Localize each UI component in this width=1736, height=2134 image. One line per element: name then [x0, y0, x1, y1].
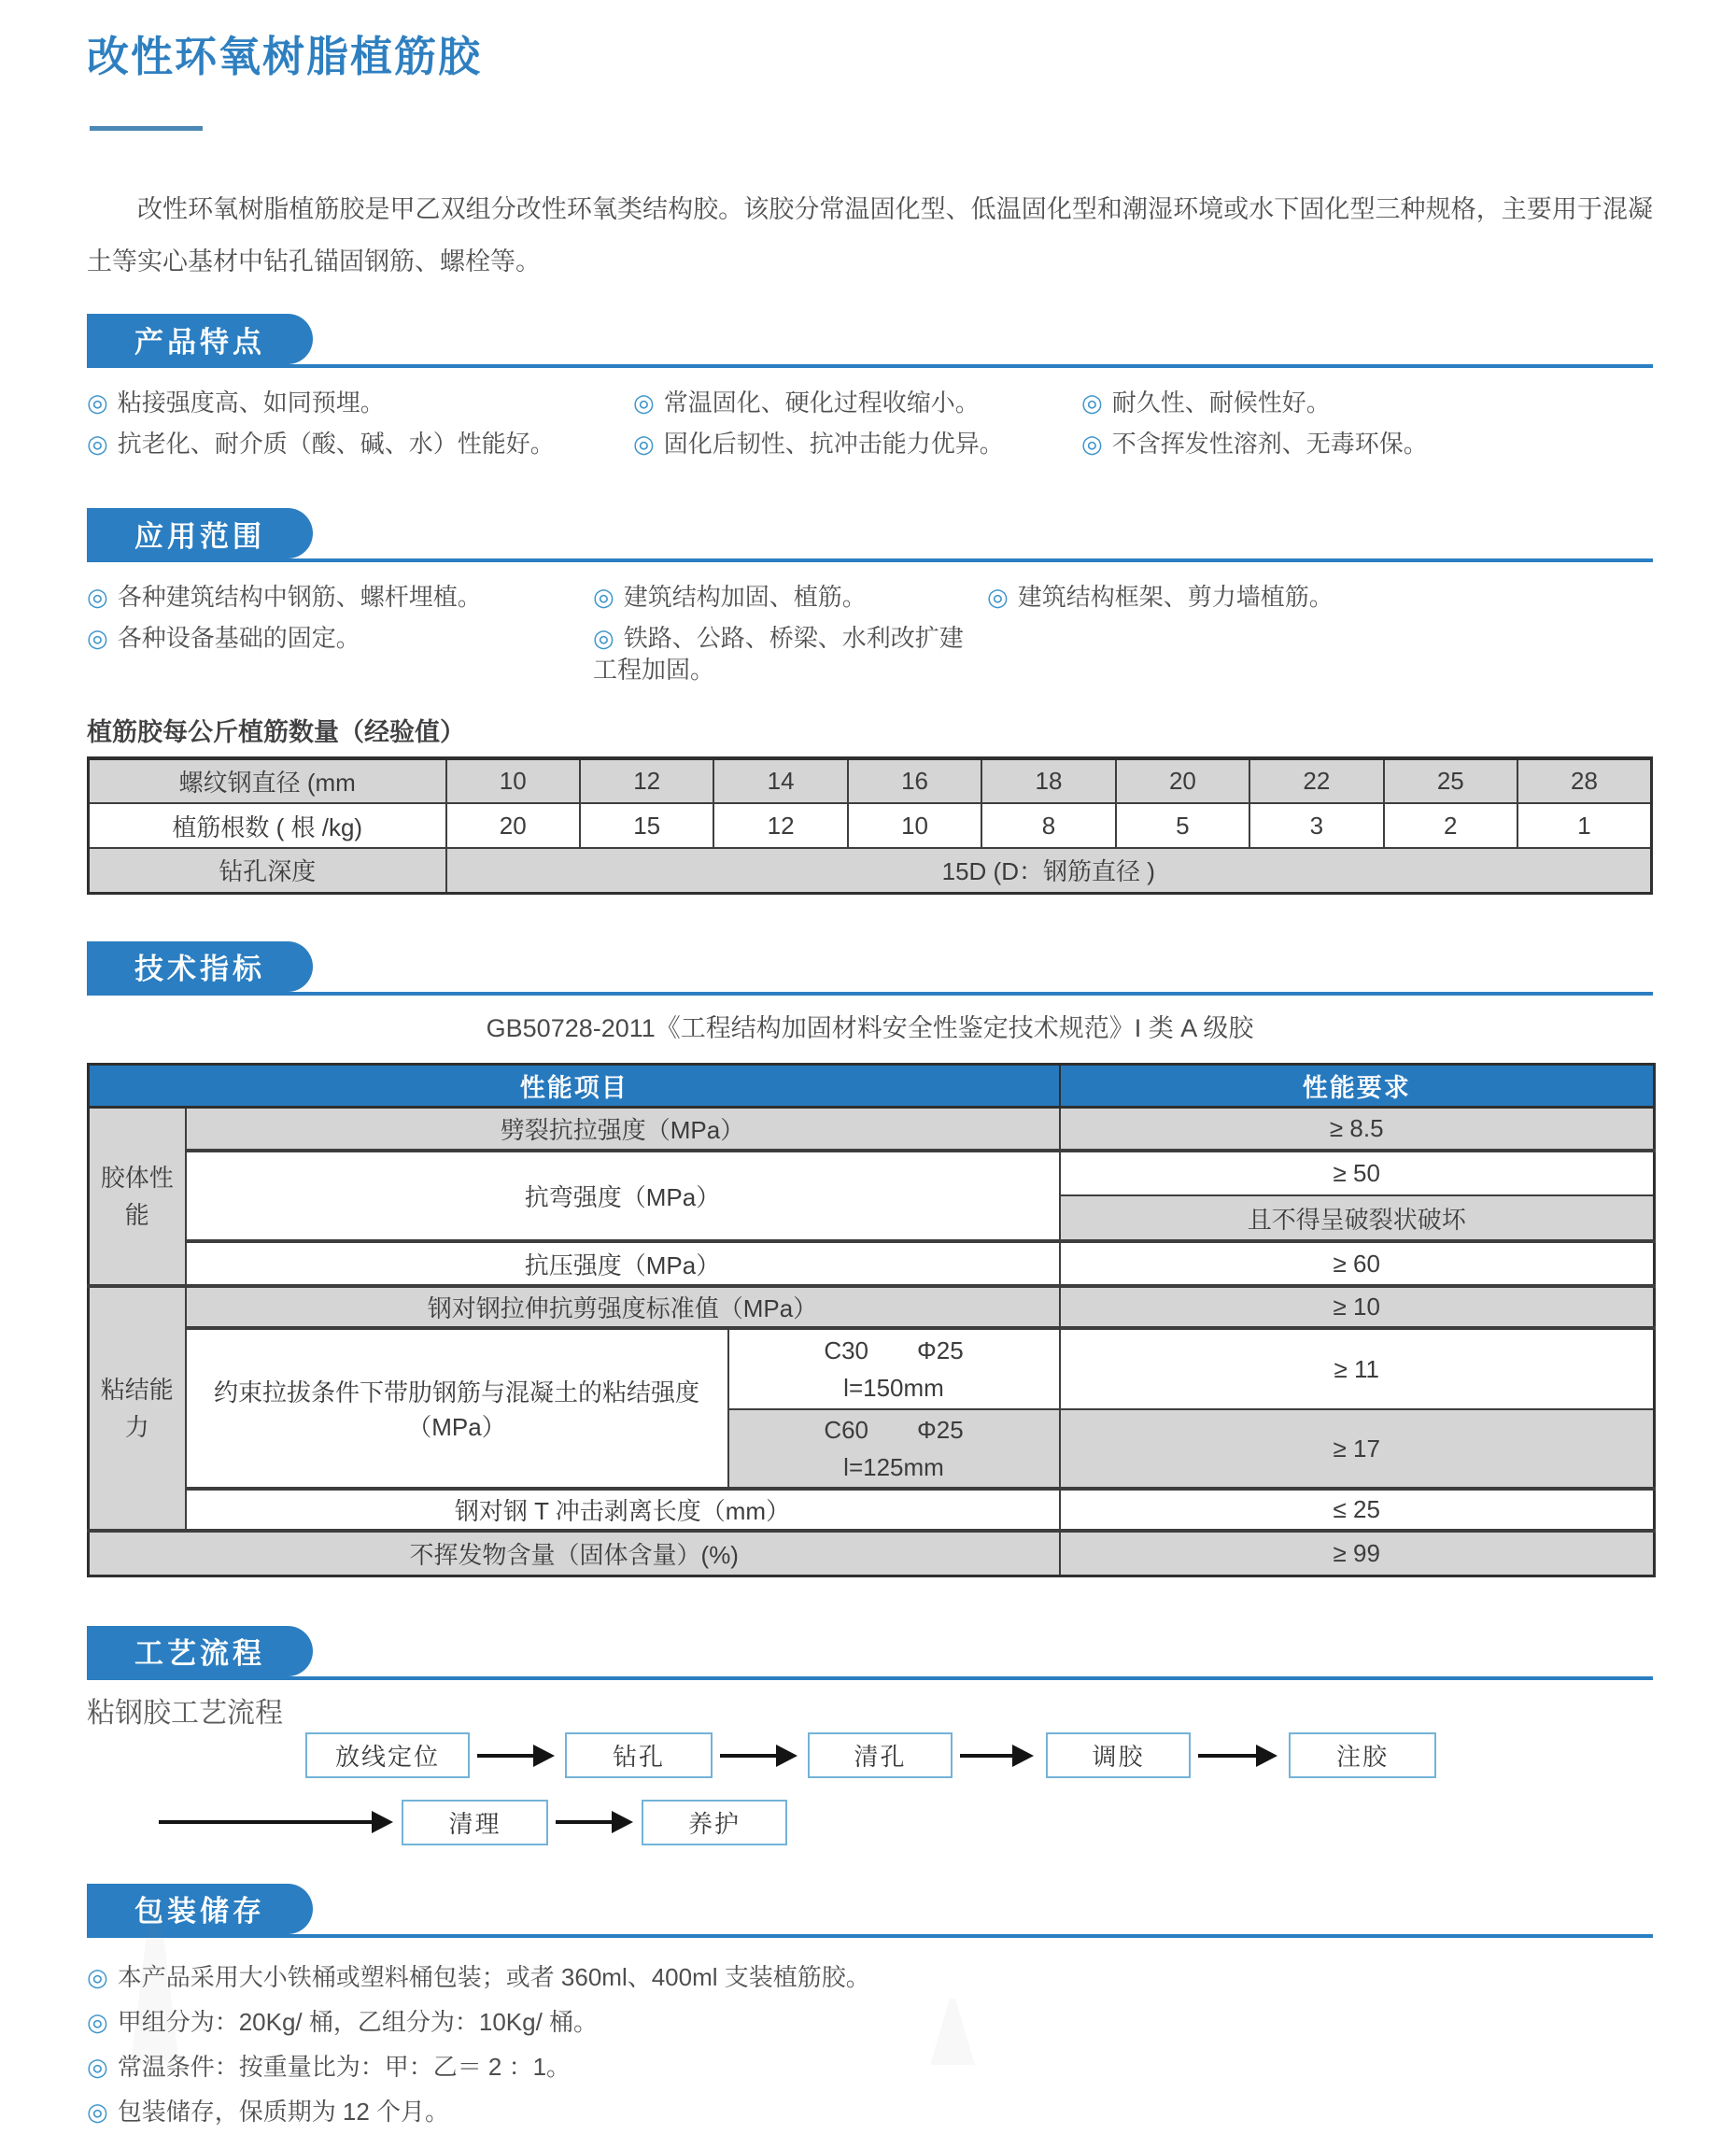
bullseye-bullet-icon: ◎ [633, 430, 655, 458]
cell: 20 [446, 803, 580, 848]
cell: 15D (D：钢筋直径 ) [446, 848, 1652, 893]
property-cell: 抗弯强度（MPa） [186, 1151, 1060, 1241]
section-badge-packaging: 包装储存 [87, 1884, 313, 1934]
applications-list [87, 581, 1653, 685]
page-title: 改性环氧树脂植筋胶 [87, 33, 483, 80]
cell: 2 [1384, 803, 1517, 848]
bullseye-bullet-icon: ◎ [593, 583, 614, 611]
flow-step: 注胶 [1289, 1732, 1436, 1778]
packaging-text: 包装储存，保质期为 12 个月。 [117, 2097, 450, 2126]
features-list [87, 387, 1653, 459]
cell: 28 [1517, 758, 1652, 803]
row-header: 钻孔深度 [89, 848, 446, 893]
list-item [87, 2089, 1653, 2134]
column-header: 性能要求 [1060, 1064, 1655, 1107]
cell: 8 [981, 803, 1115, 848]
property-cell: 劈裂抗拉强度（MPa） [186, 1107, 1060, 1151]
feature-text: 耐久性、耐候性好。 [1111, 389, 1331, 417]
section-badge-tech: 技术指标 [87, 941, 313, 992]
feature-text: 粘接强度高、如同预埋。 [117, 389, 385, 417]
list-item [87, 1955, 1653, 2000]
list-item [87, 387, 633, 418]
rebar-quantity-table [87, 756, 1653, 895]
cell: 20 [1116, 758, 1249, 803]
list-item [593, 581, 987, 613]
title-underline-rule [90, 126, 203, 131]
bullseye-bullet-icon: ◎ [87, 624, 108, 652]
bullseye-bullet-icon: ◎ [1081, 389, 1103, 417]
value-cell: ≥ 17 [1060, 1409, 1655, 1489]
bullseye-bullet-icon: ◎ [87, 1962, 108, 1991]
tech-spec-table [87, 1063, 1656, 1577]
value-cell: ≥ 8.5 [1060, 1107, 1655, 1151]
cell: 15 [580, 803, 713, 848]
value-cell: 且不得呈破裂状破坏 [1060, 1195, 1655, 1241]
feature-text: 固化后韧性、抗冲击能力优异。 [663, 430, 1004, 458]
application-text: 各种设备基础的固定。 [117, 624, 360, 652]
intro-paragraph: 改性环氧树脂植筋胶是甲乙双组分改性环氧类结构胶。该胶分常温固化型、低温固化型和潮湿环境或水下固化型三种规格，主要用于混凝土等实心基材中钻孔锚固钢筋、螺栓等。 [87, 195, 1653, 276]
section-badge-applications: 应用范围 [87, 508, 313, 558]
packaging-text: 常温条件：按重量比为：甲：乙＝ 2 ：1。 [117, 2052, 572, 2081]
row-header: 植筋根数 ( 根 /kg) [89, 803, 446, 848]
value-cell: ≥ 99 [1060, 1531, 1655, 1576]
bullseye-bullet-icon: ◎ [87, 2097, 108, 2126]
section-head-process [87, 1626, 1653, 1680]
application-text: 各种建筑结构中钢筋、螺杆埋植。 [117, 583, 482, 611]
packaging-text: 本产品采用大小铁桶或塑料桶包装；或者 360ml、400ml 支装植筋胶。 [117, 1962, 870, 1991]
packaging-text: 甲组分为：20Kg/ 桶，乙组分为：10Kg/ 桶。 [117, 2007, 599, 2036]
bullseye-bullet-icon: ◎ [987, 583, 1009, 611]
property-cell: 抗压强度（MPa） [186, 1241, 1060, 1286]
cell: 14 [713, 758, 847, 803]
value-cell: ≥ 11 [1060, 1328, 1655, 1409]
list-item [633, 428, 1081, 459]
cell: 1 [1517, 803, 1652, 848]
table-row [89, 1107, 1655, 1151]
table-row [89, 848, 1652, 893]
process-subtitle: 粘钢胶工艺流程 [87, 1697, 283, 1729]
value-cell: ≥ 60 [1060, 1241, 1655, 1286]
feature-text: 不含挥发性溶剂、无毒环保。 [1111, 430, 1428, 458]
table-header-row [89, 1064, 1655, 1107]
flow-step: 养护 [642, 1800, 787, 1845]
list-item [87, 2000, 1653, 2044]
cell: 12 [713, 803, 847, 848]
feature-text: 常温固化、硬化过程收缩小。 [663, 389, 980, 417]
flow-arrow-icon [477, 1754, 533, 1758]
list-item [593, 622, 987, 685]
value-cell: ≥ 10 [1060, 1286, 1655, 1328]
list-item [87, 581, 593, 613]
cell: 12 [580, 758, 713, 803]
bullseye-bullet-icon: ◎ [87, 2007, 108, 2036]
cell: 3 [1249, 803, 1383, 848]
cell: 18 [981, 758, 1115, 803]
bullseye-bullet-icon: ◎ [87, 2052, 108, 2081]
list-item [987, 581, 1653, 613]
cell: 22 [1249, 758, 1383, 803]
table-row [89, 1489, 1655, 1531]
flow-step: 钻孔 [565, 1732, 713, 1778]
section-head-applications [87, 508, 1653, 562]
bullseye-bullet-icon: ◎ [87, 583, 108, 611]
application-text: 建筑结构框架、剪力墙植筋。 [1017, 583, 1334, 611]
packaging-list [87, 1955, 1653, 2134]
condition-line: l=150mm [843, 1374, 944, 1402]
flow-arrow-icon [720, 1754, 776, 1758]
value-cell: ≥ 50 [1060, 1151, 1655, 1195]
cell: 5 [1116, 803, 1249, 848]
table-row [89, 1151, 1655, 1195]
bullseye-bullet-icon: ◎ [1081, 430, 1103, 458]
table-row [89, 1286, 1655, 1328]
list-item [87, 428, 633, 459]
list-item [87, 2044, 1653, 2089]
flow-step: 放线定位 [305, 1732, 470, 1778]
condition-line: C30 Φ25 [824, 1336, 964, 1364]
cell: 10 [848, 803, 981, 848]
table-row [89, 803, 1652, 848]
flow-step: 清孔 [808, 1732, 953, 1778]
application-text: 建筑结构加固、植筋。 [623, 583, 867, 611]
flow-step: 调胶 [1046, 1732, 1191, 1778]
table-row [89, 758, 1652, 803]
value-cell: ≤ 25 [1060, 1489, 1655, 1531]
table-row [89, 1531, 1655, 1576]
condition-line: l=125mm [843, 1453, 944, 1481]
property-cell: 不挥发物含量（固体含量）(%) [89, 1531, 1060, 1576]
property-cell: 约束拉拔条件下带肋钢筋与混凝土的粘结强度（MPa） [186, 1328, 728, 1489]
application-text: 铁路、公路、桥梁、水利改扩建工程加固。 [593, 624, 964, 684]
condition-line: C60 Φ25 [824, 1416, 964, 1444]
list-item [633, 387, 1081, 418]
feature-text: 抗老化、耐介质（酸、碱、水）性能好。 [117, 430, 555, 458]
bullseye-bullet-icon: ◎ [633, 389, 655, 417]
flow-arrow-icon [556, 1820, 612, 1824]
section-head-packaging [87, 1884, 1653, 1938]
list-item [1081, 428, 1653, 459]
condition-cell [728, 1328, 1060, 1409]
section-badge-process: 工艺流程 [87, 1626, 313, 1676]
bullseye-bullet-icon: ◎ [87, 430, 108, 458]
group-label: 胶体性能 [89, 1107, 186, 1286]
cell: 16 [848, 758, 981, 803]
list-item [1081, 387, 1653, 418]
flow-arrow-icon [159, 1820, 372, 1824]
table-row [89, 1328, 1655, 1409]
flow-step: 清理 [402, 1800, 548, 1845]
cell: 10 [446, 758, 580, 803]
table-row [89, 1241, 1655, 1286]
standard-note: GB50728-2011《工程结构加固材料安全性鉴定技术规范》I 类 A 级胶 [486, 1013, 1254, 1042]
bullseye-bullet-icon: ◎ [87, 389, 108, 417]
rebar-table-caption: 植筋胶每公斤植筋数量（经验值） [87, 718, 465, 746]
cell: 25 [1384, 758, 1517, 803]
condition-cell [728, 1409, 1060, 1489]
flow-arrow-icon [1198, 1754, 1256, 1758]
property-cell: 钢对钢拉伸抗剪强度标准值（MPa） [186, 1286, 1060, 1328]
section-head-features [87, 314, 1653, 368]
process-flowchart [87, 1732, 1736, 1848]
group-label: 粘结能力 [89, 1286, 186, 1531]
column-header: 性能项目 [89, 1064, 1060, 1107]
bullseye-bullet-icon: ◎ [593, 624, 614, 652]
flow-arrow-icon [960, 1754, 1012, 1758]
property-cell: 钢对钢 T 冲击剥离长度（mm） [186, 1489, 1060, 1531]
list-item [87, 622, 593, 685]
row-header: 螺纹钢直径 (mm [89, 758, 446, 803]
section-badge-features: 产品特点 [87, 314, 313, 364]
section-head-tech [87, 941, 1653, 996]
